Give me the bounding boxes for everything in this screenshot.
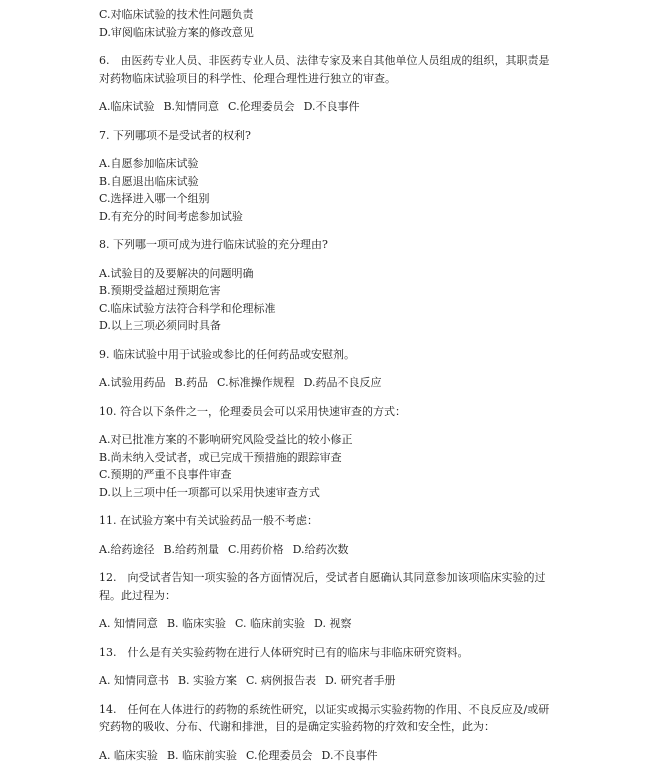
question-options [99,615,559,633]
question-stem: 12. 向受试者告知一项实验的各方面情况后，受试者自愿确认其同意参加该项临床实验的过程。此过程为： [99,569,559,604]
answer-option: A.给药途径 [99,543,154,556]
answer-option: B. 临床前实验 [167,749,237,762]
answer-option: C.伦理委员会 [228,100,295,113]
question-stem: 7. 下列哪项不是受试者的权利? [99,127,559,145]
answer-option: A. 知情同意 [99,617,158,630]
question-options [99,155,559,225]
question-stem: 13. 什么是有关实验药物在进行人体研究时已有的临床与非临床研究资料。 [99,644,559,662]
answer-option: C.临床试验方法符合科学和伦理标准 [99,300,559,318]
answer-option: C. 病例报告表 [246,674,316,687]
answer-option: C. 临床前实验 [235,617,305,630]
answer-option: D.以上三项中任一项都可以采用快速审查方式 [99,484,559,502]
answer-option: C.标准操作规程 [217,376,295,389]
question-options [99,431,559,501]
answer-option: C.选择进入哪一个组别 [99,190,559,208]
answer-option: B.自愿退出临床试验 [99,173,559,191]
answer-option: D. 视察 [314,617,351,630]
answer-option: B.知情同意 [163,100,219,113]
previous-question-options [99,6,559,41]
question-options [99,374,559,392]
question-options [99,98,559,116]
answer-option: C.用药价格 [228,543,284,556]
answer-option: B.预期受益超过预期危害 [99,282,559,300]
answer-option: D.给药次数 [293,543,349,556]
answer-option: C.伦理委员会 [246,749,313,762]
answer-option: A. 临床实验 [99,749,158,762]
answer-option: B.给药剂量 [163,543,219,556]
answer-option: D.不良事件 [304,100,360,113]
question-stem: 9. 临床试验中用于试验或参比的任何药品或安慰剂。 [99,346,559,364]
question-stem: 10. 符合以下条件之一，伦理委员会可以采用快速审查的方式： [99,403,559,421]
question-stem: 14. 任何在人体进行的药物的系统性研究，以证实或揭示实验药物的作用、不良反应及/或研究药物的吸收、分布、代谢和排泄，目的是确定实验药物的疗效和安全性，此为： [99,701,559,736]
answer-option: B.药品 [174,376,208,389]
answer-option: A.对已批准方案的不影响研究风险受益比的较小修正 [99,431,559,449]
answer-option: B.尚未纳入受试者，或已完成干预措施的跟踪审查 [99,449,559,467]
answer-option: D.以上三项必须同时具备 [99,317,559,335]
question-stem: 6. 由医药专业人员、非医药专业人员、法律专家及来自其他单位人员组成的组织，其职责是对药物临床试验项目的科学性、伦理合理性进行独立的审查。 [99,52,559,87]
answer-option: D.药品不良反应 [304,376,382,389]
question-stem: 8. 下列哪一项可成为进行临床试验的充分理由? [99,236,559,254]
option-c: C.对临床试验的技术性问题负责 [99,6,559,24]
answer-option: A.试验目的及要解决的问题明确 [99,265,559,283]
answer-option: D.有充分的时间考虑参加试验 [99,208,559,226]
question-list [99,52,559,764]
answer-option: A.临床试验 [99,100,154,113]
answer-option: A.自愿参加临床试验 [99,155,559,173]
answer-option: A.试验用药品 [99,376,165,389]
option-d: D.审阅临床试验方案的修改意见 [99,24,559,42]
question-stem: 11. 在试验方案中有关试验药品一般不考虑： [99,512,559,530]
question-options [99,747,559,764]
answer-option: C.预期的严重不良事件审查 [99,466,559,484]
answer-option: D. 研究者手册 [325,674,395,687]
question-options [99,265,559,335]
question-options [99,672,559,690]
answer-option: B. 临床实验 [167,617,226,630]
question-options [99,541,559,559]
answer-option: A. 知情同意书 [99,674,169,687]
document-page [99,0,559,764]
answer-option: D.不良事件 [322,749,378,762]
answer-option: B. 实验方案 [178,674,237,687]
